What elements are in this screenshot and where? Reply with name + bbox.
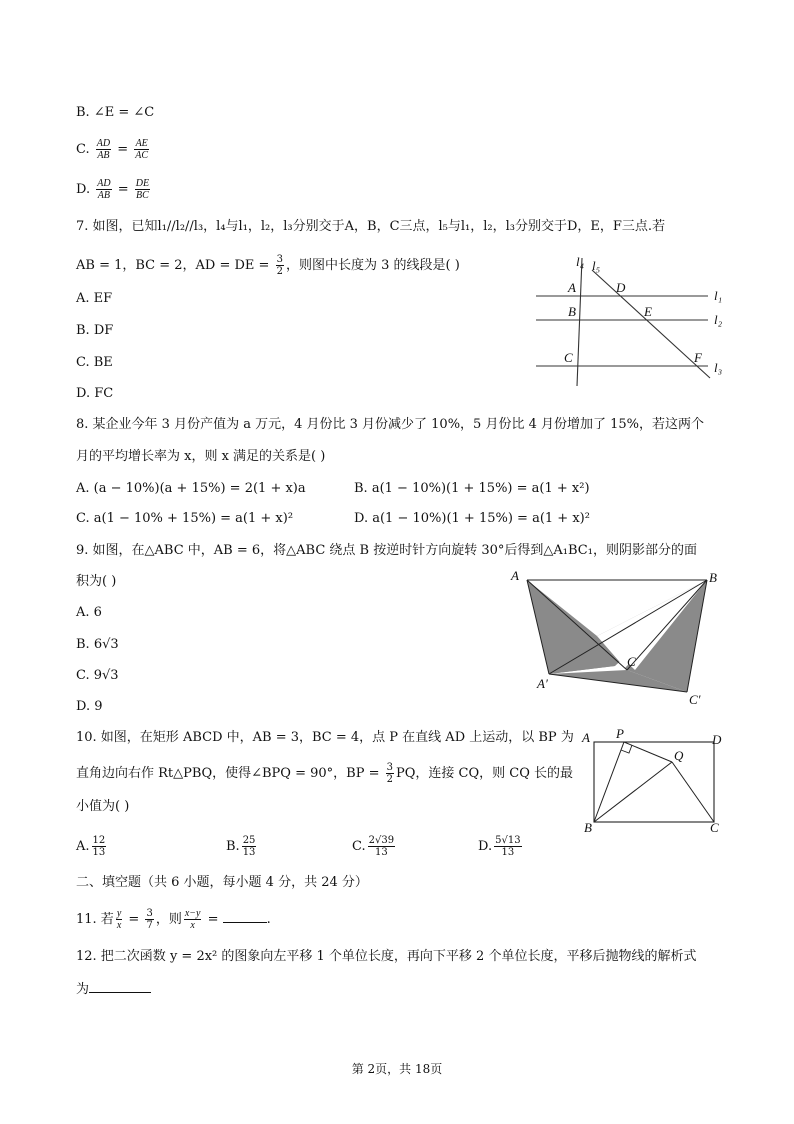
q10-stem-line3: 小值为( ) bbox=[76, 799, 130, 814]
label-a: A bbox=[511, 568, 519, 583]
q8-option-a: A. (a − 10%)(a + 15%) = 2(1 + x)a bbox=[76, 481, 306, 496]
q10-option-c: C. $\frac{2√39}{13}$ bbox=[352, 835, 395, 858]
label-e: E bbox=[644, 304, 652, 319]
q9-option-a: A. 6 bbox=[76, 605, 102, 620]
label-p: P bbox=[616, 728, 624, 741]
q7-stem-line2: AB = 1，BC = 2，AD = DE = $\frac{3}{2}$ ，则图中长度为 3 的线段是( ) bbox=[76, 254, 460, 277]
q12-answer-blank[interactable] bbox=[89, 980, 151, 993]
label-b: B bbox=[568, 304, 576, 319]
q7-parallel-lines-figure bbox=[530, 252, 730, 388]
q10-option-b: B. $\frac{25}{13}$ bbox=[226, 835, 256, 858]
q9-option-c: C. 9√3 bbox=[76, 668, 119, 683]
q9-rotation-figure bbox=[505, 566, 725, 708]
label-b: B bbox=[584, 820, 592, 835]
label-f: F bbox=[694, 350, 702, 365]
label-l4: l₄ bbox=[576, 254, 585, 269]
q8-option-d: D. a(1 − 10%)(1 + 15%) = a(1 + x)² bbox=[354, 511, 590, 526]
label-c: C bbox=[627, 654, 636, 669]
q12-stem-line1: 12. 把二次函数 y = 2x² 的图象向左平移 1 个单位长度，再向下平移 2 个单位长度，平移后抛物线的解析式 bbox=[76, 949, 697, 964]
q12-stem-line2: 为 bbox=[76, 980, 151, 999]
label-d: D bbox=[712, 732, 722, 747]
label-d: D bbox=[616, 280, 626, 295]
label-q: Q bbox=[674, 748, 684, 763]
label-a-prime: A′ bbox=[537, 676, 548, 691]
label-a: A bbox=[568, 280, 576, 295]
page-footer: 第 2页，共 18页 bbox=[351, 1062, 443, 1076]
q7-option-c: C. BE bbox=[76, 355, 113, 370]
q7-option-a: A. EF bbox=[76, 291, 113, 306]
q6-option-c: C. $\frac{AD}{AB}$ = $\frac{AE}{AC}$ bbox=[76, 138, 149, 161]
section-heading: 二、填空题（共 6 小题，每小题 4 分，共 24 分） bbox=[76, 875, 368, 890]
q9-stem-line2: 积为( ) bbox=[76, 574, 117, 589]
q10-option-a: A. $\frac{12}{13}$ bbox=[76, 835, 106, 858]
q8-stem-line1: 8. 某企业今年 3 月份产值为 a 万元，4 月份比 3 月份减少了 10%，5 月份比 4 月份增加了 15%，若这两个 bbox=[76, 417, 705, 432]
q8-option-b: B. a(1 − 10%)(1 + 15%) = a(1 + x²) bbox=[354, 481, 590, 496]
q10-stem-line1: 10. 如图，在矩形 ABCD 中，AB = 3，BC = 4，点 P 在直线 AD 上运动，以 BP 为 bbox=[76, 730, 574, 745]
label-c: C bbox=[710, 820, 719, 835]
q11-stem: 11. 若 $\frac{y}{x}$ = $\frac{3}{7}$ ，则 $\frac{x-y}{x}$ = . bbox=[76, 908, 271, 931]
q9-option-d: D. 9 bbox=[76, 699, 103, 714]
q9-option-b: B. 6√3 bbox=[76, 637, 119, 652]
label-l1: l₁ bbox=[714, 288, 723, 303]
q7-option-d: D. FC bbox=[76, 386, 114, 401]
q7-stem-line1: 7. 如图，已知l₁//l₂//l₃，l₄与l₁，l₂，l₃分别交于A，B，C三点，l₅与l₁，l₂，l₃分别交于D，E，F三点.若 bbox=[76, 219, 666, 234]
label-b: B bbox=[709, 570, 717, 585]
q10-rectangle-figure bbox=[578, 728, 728, 836]
label-l2: l₂ bbox=[714, 312, 723, 327]
q6-option-b: B. ∠E = ∠C bbox=[76, 105, 155, 120]
label-a: A bbox=[582, 730, 590, 745]
label-c-prime: C′ bbox=[689, 692, 701, 707]
q10-option-d: D. $\frac{5√13}{13}$ bbox=[478, 835, 521, 858]
q7-option-b: B. DF bbox=[76, 323, 114, 338]
label-l5: l₅ bbox=[592, 258, 601, 273]
q10-stem-line2: 直角边向右作 Rt△PBQ，使得∠BPQ = 90°，BP = $\frac{3}{2}$ PQ，连接 CQ，则 CQ 长的最 bbox=[76, 762, 574, 785]
label-c: C bbox=[564, 350, 573, 365]
q8-stem-line2: 月的平均增长率为 x，则 x 满足的关系是( ) bbox=[76, 449, 326, 464]
label-l3: l₃ bbox=[714, 360, 723, 375]
q8-option-c: C. a(1 − 10% + 15%) = a(1 + x)² bbox=[76, 511, 294, 526]
q9-stem-line1: 9. 如图，在△ABC 中，AB = 6，将△ABC 绕点 B 按逆时针方向旋转 30°后得到△A₁BC₁，则阴影部分的面 bbox=[76, 543, 697, 558]
q11-answer-blank[interactable] bbox=[223, 910, 267, 923]
q6-option-d: D. $\frac{AD}{AB}$ = $\frac{DE}{BC}$ bbox=[76, 178, 150, 201]
